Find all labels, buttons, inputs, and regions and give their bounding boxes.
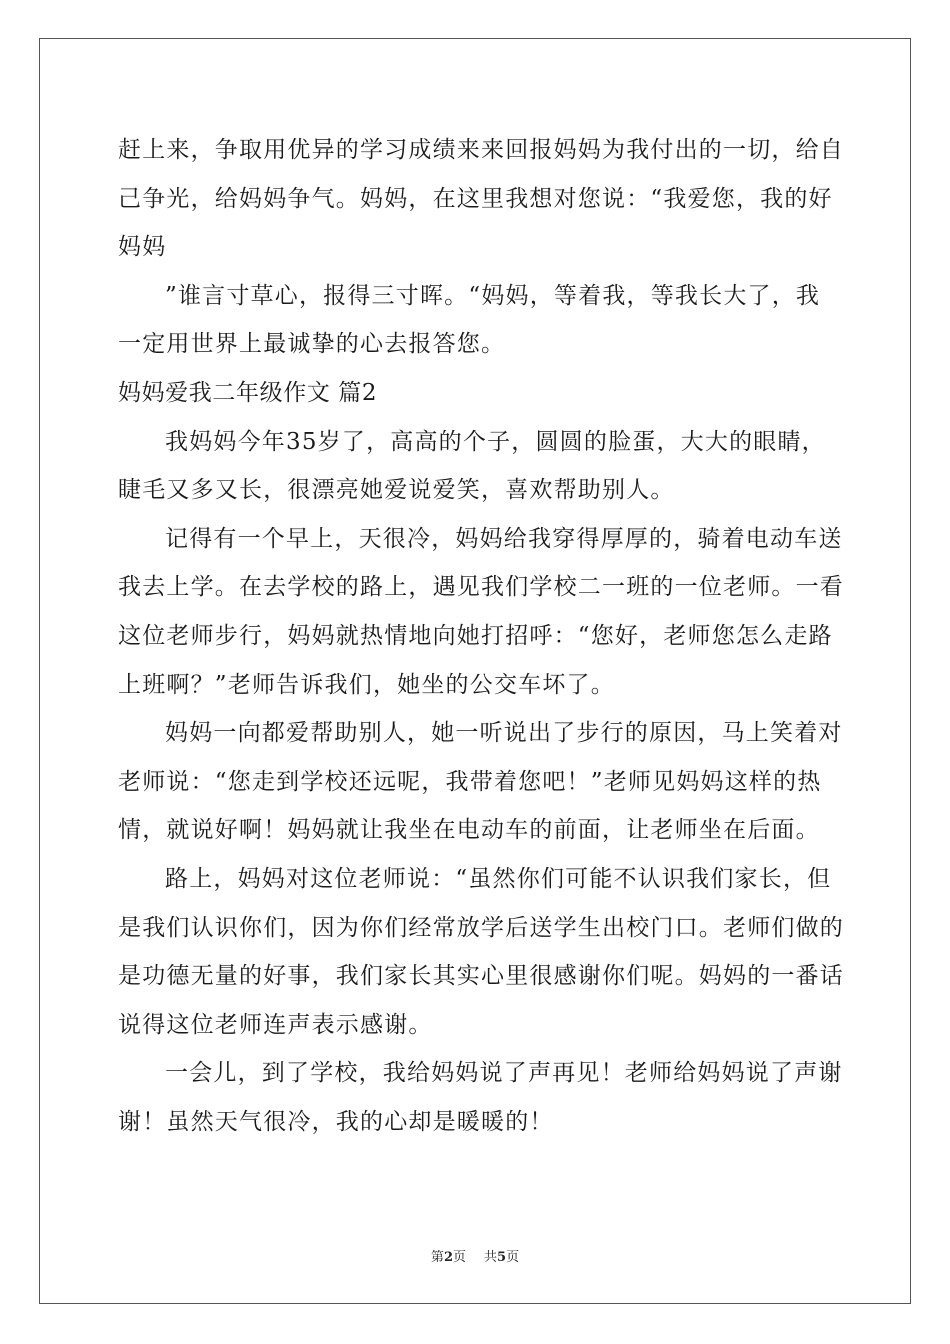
document-body (118, 126, 844, 1146)
text-line: 情，就说好啊！妈妈就让我坐在电动车的前面，让老师坐在后面。 (118, 817, 820, 844)
text-line: 一会儿，到了学校，我给妈妈说了声再见！老师给妈妈说了声谢 (165, 1060, 843, 1087)
text-line: 路上，妈妈对这位老师说：“虽然你们可能不认识我们家长，但 (165, 865, 832, 892)
text-line: 记得有一个早上，天很冷，妈妈给我穿得厚厚的，骑着电动车送 (165, 525, 843, 552)
total-suffix: 页 (506, 1250, 520, 1265)
text-line: 上班啊？”老师告诉我们，她坐的公交车坏了。 (118, 671, 615, 698)
text-line: 妈妈一向都爱帮助别人，她一听说出了步行的原因，马上笑着对 (165, 720, 843, 747)
page-number: 2 (443, 1250, 453, 1265)
text-line: 睫毛又多又长，很漂亮她爱说爱笑，喜欢帮助别人。 (118, 477, 675, 504)
text-line: ”谁言寸草心，报得三寸晖。“妈妈，等着我，等我长大了，我 (165, 282, 821, 309)
text-line: 这位老师步行，妈妈就热情地向她打招呼：“您好，老师您怎么走路 (118, 622, 833, 649)
text-line: 妈妈 (118, 234, 167, 261)
text-line: 我妈妈今年35岁了，高高的个子，圆圆的脸蛋，大大的眼睛， (165, 428, 826, 455)
text-line: 说得这位老师连声表示感谢。 (118, 1011, 433, 1038)
total-pages: 5 (497, 1250, 507, 1265)
text-line: 是功德无量的好事，我们家长其实心里很感谢你们呢。妈妈的一番话 (118, 963, 844, 990)
total-prefix: 共 (484, 1250, 498, 1265)
text-line: 是我们认识你们，因为你们经常放学后送学生出校门口。老师们做的 (118, 914, 844, 941)
text-line: 一定用世界上最诚挚的心去报答您。 (118, 331, 506, 358)
page-footer (0, 1246, 950, 1265)
text-line: 谢！虽然天气很冷，我的心却是暖暖的！ (118, 1108, 554, 1135)
section-heading: 妈妈爱我二年级作文 篇2 (118, 379, 378, 406)
text-line: 赶上来，争取用优异的学习成绩来来回报妈妈为我付出的一切，给自 (118, 137, 844, 163)
text-line: 我去上学。在去学校的路上，遇见我们学校二一班的一位老师。一看 (118, 574, 844, 601)
text-line: 老师说：“您走到学校还远呢，我带着您吧！”老师见妈妈这样的热 (118, 768, 822, 795)
page-suffix: 页 (452, 1250, 466, 1265)
text-line: 己争光，给妈妈争气。妈妈，在这里我想对您说：“我爱您，我的好 (118, 185, 833, 212)
page-prefix: 第 (430, 1250, 444, 1265)
